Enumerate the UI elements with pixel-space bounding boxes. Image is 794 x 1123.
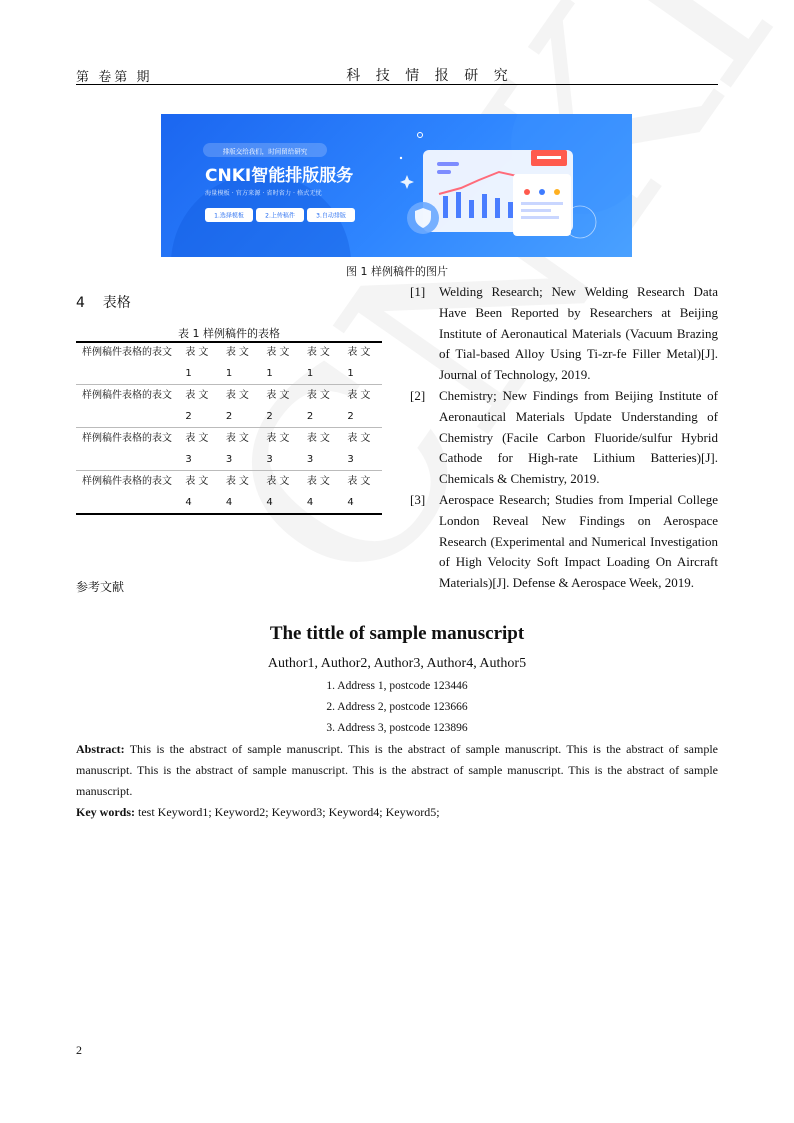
table-row [76,471,382,515]
banner-subtitle: 海量模板 · 官方来源 · 省时省力 · 格式无忧 [205,190,322,197]
figure-banner-image [161,114,632,257]
table-cell: 表文4 [185,476,212,508]
reference-item [410,386,718,490]
reference-number: [3] [410,491,426,507]
table-row [76,342,382,385]
keywords-label: Key words: [76,805,135,819]
english-authors: Author1, Author2, Author3, Author4, Author5 [267,656,527,671]
banner-step-3: 3.自动排版 [316,212,346,220]
table-row-head: 样例稿件表格的表文 [82,476,172,487]
table-cell: 表文4 [306,476,333,508]
banner-illustration [161,114,632,257]
table-row [76,428,382,471]
reference-number: [1] [410,284,426,299]
english-abstract [76,739,718,802]
table-row-head: 样例稿件表格的表文 [82,433,172,444]
table-row-head: 样例稿件表格的表文 [82,390,172,401]
figure-caption: 图 1 样例稿件的图片 [346,265,448,278]
table-cell: 表文1 [225,347,252,379]
table-cell: 表文2 [225,390,252,422]
table-cell: 表文3 [185,433,212,465]
table-caption: 表 1 样例稿件的表格 [178,327,280,340]
abstract-text: This is the abstract of sample manuscript. This is the abstract of sample manuscript. This is the abstract of sample manuscript. This is the abstract of sample manuscript. This is the abstract of sample manuscript. This is the abstract of sample manuscript. [76,742,718,798]
table-cell: 表文2 [266,390,293,422]
section-heading [76,292,131,312]
table-cell: 表文2 [347,390,374,422]
english-title: The tittle of sample manuscript [269,623,525,644]
table-cell: 表文4 [225,476,252,508]
table-cell: 表文1 [185,347,212,379]
table-cell: 表文3 [306,433,333,465]
table-cell: 表文1 [347,347,374,379]
reference-list [410,282,718,594]
references-heading: 参考文献 [76,580,125,594]
table-cell: 表文2 [185,390,212,422]
sample-table [76,342,382,515]
reference-text: Welding Research; New Welding Research Data Have Been Reported by Researchers at Beijing Institute of Aeronautical Materials (Vacuum Brazing of Tial-based Alloy Using Ti-zr-fe Filler Metal)[J]. Journal of Technology, 2019. [439,284,718,383]
banner-title: CNKI智能排版服务 [205,166,354,186]
reference-text: Aerospace Research; Studies from Imperial College London Reveal New Findings on Aerospace Research (Experimental and Numerical Investigation of High Velocity Soft Impact Loading On Aircraft Materials)[J]. Defense & Aerospace Week, 2019. [439,491,718,591]
table-cell: 表文1 [306,347,333,379]
address-1: 1. Address 1, postcode 123446 [326,680,468,692]
section-number: 4 [76,295,85,311]
sparkle-icon [400,175,414,189]
section-title: 表格 [102,295,131,311]
banner-pill-text: 排版交给我们，时间留给研究 [222,147,308,156]
address-3: 3. Address 3, postcode 123896 [326,722,468,734]
table-cell: 表文3 [347,433,374,465]
reference-text: Chemistry; New Findings from Beijing Institute of Aeronautical Materials Update Understanding of Chemistry (Facile Carbon Fluoride/sulfur Hybrid Cathode for High-rate Lithium Batteries)[J]. Chemicals & Chemistry, 2019. [439,387,718,487]
running-header-journal: 科 技 情 报 研 究 [346,69,514,84]
banner-step-1: 1.选择模板 [214,212,244,220]
table-cell: 表文3 [266,433,293,465]
reference-item [410,282,718,386]
table-cell: 表文4 [347,476,374,508]
english-keywords [76,802,718,823]
table-cell: 表文3 [225,433,252,465]
reference-number: [2] [410,387,426,403]
table-cell: 表文2 [306,390,333,422]
reference-item [410,490,718,594]
banner-step-2: 2.上传稿件 [265,212,295,220]
page-number: 2 [76,1043,82,1057]
table-cell: 表文1 [266,347,293,379]
address-2: 2. Address 2, postcode 123666 [326,701,468,713]
table-row-head: 样例稿件表格的表文 [82,347,172,358]
running-header-issue: 第 卷第 期 [76,69,153,84]
table-cell: 表文4 [266,476,293,508]
keywords-text: test Keyword1; Keyword2; Keyword3; Keyword4; Keyword5; [135,805,440,819]
abstract-label: Abstract: [76,742,125,756]
table-row [76,385,382,428]
